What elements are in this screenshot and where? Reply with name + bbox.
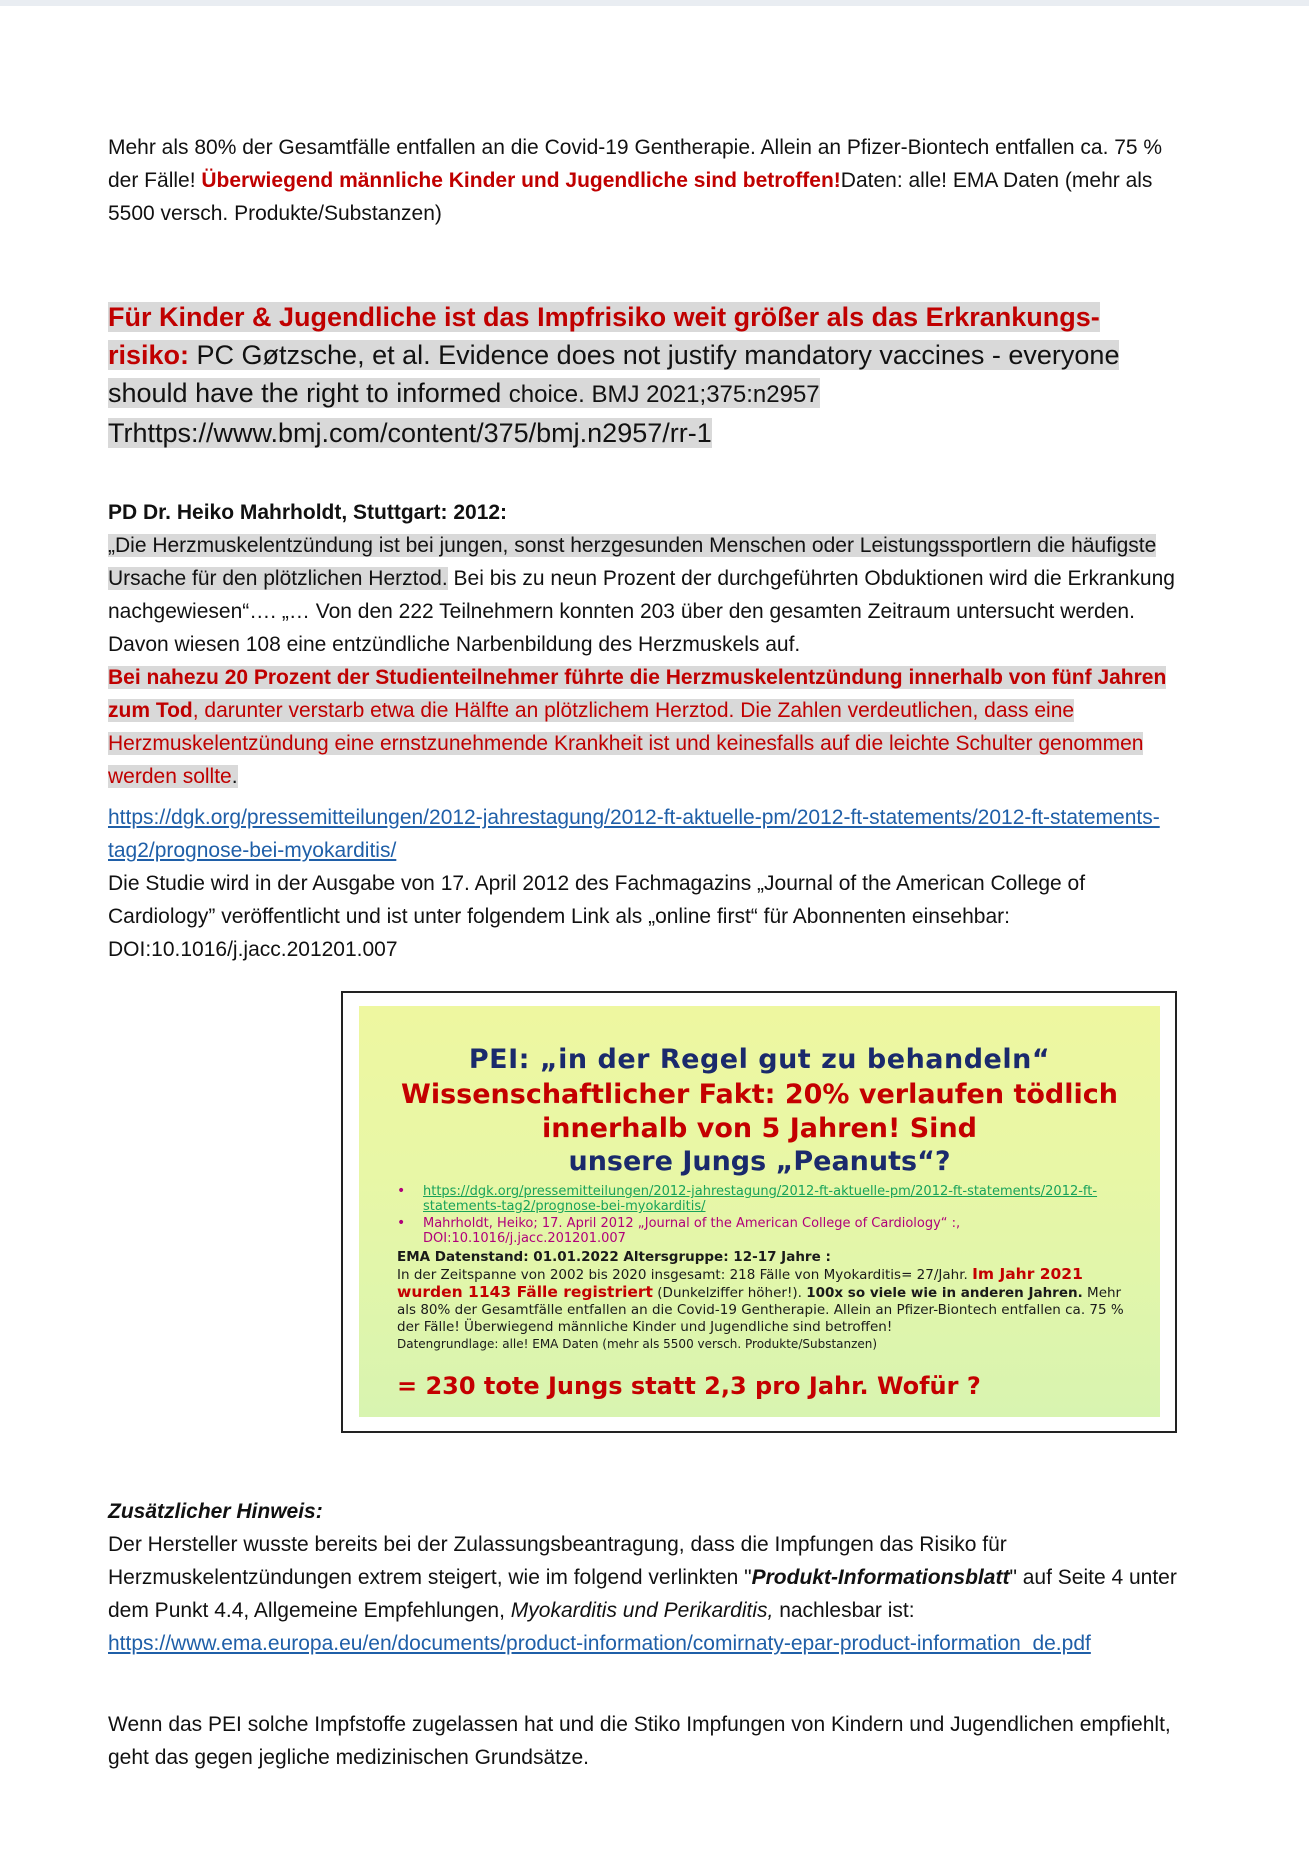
ema-link[interactable]: https://www.ema.europa.eu/en/documents/product-information/comirnaty-epar-product-information_de.pdf <box>108 1632 1091 1655</box>
quote-paragraph <box>108 529 1178 793</box>
paragraph-statistics <box>108 131 1178 230</box>
section-heading: PD Dr. Heiko Mahrholdt, Stuttgart: 2012: <box>108 501 508 524</box>
figure-title: PEI: „in der Regel gut zu behandeln“ <box>468 1044 1051 1075</box>
citation-url: Trhttps://www.bmj.com/content/375/bmj.n2957/rr-1 <box>108 418 712 448</box>
text: Bei bis zu neun Prozent der durchgeführten Obduktionen wird die Erkrankung nachgewiesen“…. „… Von den 222 Teilnehmern konnten 203 über den gesamten Zeitraum untersucht werden. Davon wiesen 108 eine entzündliche Narbenbildung des Herzmuskels auf. <box>108 567 1175 656</box>
text: (Dunkelziffer höher!). <box>652 1285 807 1301</box>
text: " auf Seite 4 unter dem Punkt 4.4, Allgemeine Empfehlungen, <box>108 1566 1177 1622</box>
figure-ref-text: Mahrholdt, Heiko; 17. April 2012 „Journal of the American College of Cardiology“ :, DOI:10.1016/j.jacc.201201.007 <box>423 1216 961 1246</box>
section-additional-note <box>108 1495 1178 1660</box>
paragraph-bmj-citation <box>108 298 1178 452</box>
text: In der Zeitspanne von 2002 bis 2020 insgesamt: 218 Fälle von Myokarditis= 27/Jahr. <box>397 1267 973 1283</box>
dgk-link[interactable]: https://dgk.org/pressemitteilungen/2012-jahrestagung/2012-ft-aktuelle-pm/2012-ft-statements/2012-ft-statements-tag2/prognose-bei-myokarditis/ <box>108 806 1160 862</box>
figure-references <box>397 1184 1117 1248</box>
figure-ref-link[interactable]: https://dgk.org/pressemitteilungen/2012-jahrestagung/2012-ft-aktuelle-pm/2012-ft-statements/2012-ft-statements-tag2/prognose-bei-myokarditis/ <box>423 1184 1098 1214</box>
figure-data-text <box>397 1266 1137 1336</box>
section-mahrholdt <box>108 496 1178 793</box>
red-bold-text: Im Jahr 2021 wurden 1143 Fälle registriert <box>397 1265 1083 1301</box>
closing-paragraph: Wenn das PEI solche Impfstoffe zugelassen hat und die Stiko Impfungen von Kindern und Jugendlichen empfiehlt, geht das gegen jegliche medizinischen Grundsätze. <box>108 1713 1171 1769</box>
citation-text: choice. BMJ 2021;375:n2957 <box>508 381 820 408</box>
text: Die Studie wird in der Ausgabe von 17. April 2012 des Fachmagazins „Journal of the American College of Cardiology” veröffentlicht und ist unter folgendem Link als „online first“ für Abonnenten einsehbar: DOI:10.1016/j.jacc.201201.007 <box>108 872 1086 961</box>
figure-ref-1 <box>397 1184 1117 1214</box>
figure-ref-2 <box>397 1216 1117 1246</box>
figure-conclusion: = 230 tote Jungs statt 2,3 pro Jahr. Wofür ? <box>397 1372 981 1400</box>
bold-italic-text: Produkt-Informationsblatt <box>751 1566 1010 1589</box>
text: Der Hersteller wusste bereits bei der Zulassungsbeantragung, dass die Impfungen das Risiko für Herzmuskelentzündungen extrem steigert, wie im folgend verlinkten " <box>108 1533 1007 1589</box>
note-paragraph <box>108 1528 1178 1660</box>
text: Mehr als 80% der Gesamtfälle entfallen an die Covid-19 Gentherapie. Allein an Pfizer-Biontech entfallen ca. 75 % der Fälle! Überwiegend männliche Kinder und Jugendliche sind betroffen! <box>397 1285 1124 1335</box>
section-heading: Zusätzlicher Hinweis: <box>108 1500 323 1523</box>
section-study-reference <box>108 801 1178 966</box>
text: Mehr als 80% der Gesamtfälle entfallen an die Covid-19 Gentherapie. Allein an Pfizer-Biontech entfallen ca. 75 % der Fälle! <box>108 136 1163 192</box>
citation-text: PC Gøtzsche, et al. Evidence does not justify mandatory vaccines - everyone should have the right to informed <box>108 340 1120 408</box>
text: Daten: alle! EMA Daten (mehr als 5500 versch. Produkte/Substanzen) <box>108 169 1153 225</box>
text: nachlesbar ist: <box>773 1599 915 1622</box>
figure-panel <box>359 1006 1160 1417</box>
top-border <box>0 0 1309 6</box>
red-text: , darunter verstarb etwa die Hälfte an plötzlichem Herztod. Die Zahlen verdeutlichen, dass eine Herzmuskelentzündung eine ernstzunehmende Krankheit ist und keinesfalls auf die leichte Schulter genommen werden sollte <box>108 699 1144 788</box>
highlight-text: Bei nahezu 20 Prozent der Studienteilnehmer führte die Herzmuskelentzündung innerhalb von fünf Jahren zum Tod <box>108 666 1167 722</box>
figure-subtitle: Wissenschaftlicher Fakt: 20% verlaufen tödlich innerhalb von 5 Jahren! Sind <box>401 1079 1118 1144</box>
italic-text: Myokarditis und Perikarditis, <box>510 1599 774 1622</box>
bullet-icon: • <box>397 1215 406 1231</box>
highlighted-quote: „Die Herzmuskelentzündung ist bei jungen, sonst herzgesunden Menschen oder Leistungssportlern die häufigste Ursache für den plötzlichen Herztod. <box>108 534 1157 590</box>
figure-data-source: Datengrundlage: alle! EMA Daten (mehr als 5500 versch. Produkte/Substanzen) <box>397 1337 878 1351</box>
bold-text: 100x so viele wie in anderen Jahren. <box>806 1285 1083 1301</box>
bullet-icon: • <box>397 1183 406 1199</box>
highlight-text: Überwiegend männliche Kinder und Jugendliche sind betroffen! <box>201 169 841 192</box>
figure-question: unsere Jungs „Peanuts“? <box>568 1146 951 1177</box>
text: . <box>231 765 238 788</box>
figure-data-block <box>397 1249 1137 1353</box>
headline-red: Für Kinder & Jugendliche ist das Impfrisiko weit größer als das Erkrankungs-risiko: <box>108 302 1100 370</box>
embedded-figure <box>341 991 1177 1433</box>
figure-data-heading: EMA Datenstand: 01.01.2022 Altersgruppe: 12-17 Jahre : <box>397 1249 831 1265</box>
